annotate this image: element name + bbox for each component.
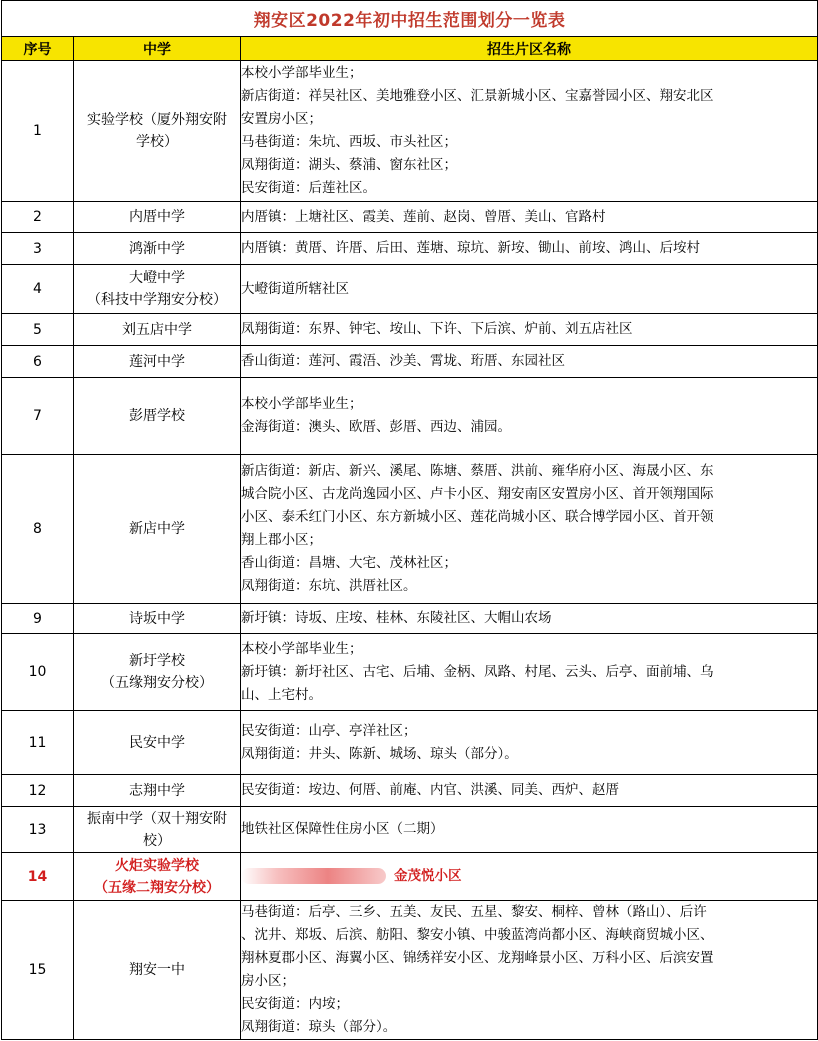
area-line: 房小区；	[241, 973, 295, 989]
area-line: 凤翔街道：东界、钟宅、垵山、下许、下后滨、炉前、刘五店社区	[241, 321, 633, 337]
row-number: 7	[2, 378, 74, 455]
school-name	[74, 775, 241, 807]
table-row	[2, 853, 818, 901]
area-line: 民安街道：内垵；	[241, 996, 349, 1012]
row-number: 15	[2, 901, 74, 1040]
enrollment-area	[241, 378, 818, 455]
area-line: 金海街道：澳头、欧厝、彭厝、西边、浦园。	[241, 419, 511, 435]
school-name	[74, 61, 241, 202]
table-row	[2, 346, 818, 378]
row-number: 3	[2, 233, 74, 265]
area-line: 翔上郡小区；	[241, 532, 322, 548]
enrollment-area	[241, 604, 818, 634]
area-line: 内厝镇：黄厝、许厝、后田、莲塘、琼坑、新垵、锄山、前垵、鸿山、后垵村	[241, 240, 700, 256]
area-line: 金茂悦小区	[394, 868, 462, 884]
row-number: 1	[2, 61, 74, 202]
enrollment-area	[241, 853, 818, 901]
school-name	[74, 807, 241, 853]
row-number: 9	[2, 604, 74, 634]
table-row	[2, 604, 818, 634]
school-name-line: 内厝中学	[129, 209, 185, 225]
row-number: 14	[2, 853, 74, 901]
school-name-line: 彭厝学校	[129, 408, 185, 424]
school-name-line: 翔安一中	[129, 962, 185, 978]
enrollment-area	[241, 233, 818, 265]
area-line: 凤翔街道：湖头、蔡浦、窗东社区；	[241, 157, 457, 173]
area-line: 本校小学部毕业生；	[241, 640, 363, 657]
school-name	[74, 202, 241, 233]
area-line: 新店街道：祥吴社区、美地雅登小区、汇景新城小区、宝嘉誉园小区、翔安北区	[241, 88, 714, 104]
enrollment-area	[241, 711, 818, 775]
school-name-line: 学校）	[136, 134, 178, 150]
blurred-redaction	[241, 868, 386, 884]
area-line: 安置房小区；	[241, 111, 322, 127]
enrollment-area	[241, 775, 818, 807]
header-school: 中学	[74, 37, 241, 61]
table-row	[2, 233, 818, 265]
table-row	[2, 775, 818, 807]
area-line: 香山街道：昌塘、大宅、茂林社区；	[241, 555, 457, 571]
area-line: 新圩镇：诗坂、庄垵、桂林、东陵社区、大帽山农场	[241, 610, 552, 626]
school-name-line: 新圩学校	[129, 653, 185, 669]
area-line: 凤翔街道：东坑、洪厝社区。	[241, 578, 417, 594]
enrollment-area	[241, 807, 818, 853]
table-row	[2, 265, 818, 314]
school-name-line: 刘五店中学	[122, 321, 192, 338]
table-row	[2, 901, 818, 1040]
area-line-wrap	[241, 865, 817, 888]
school-name	[74, 378, 241, 455]
school-name	[74, 265, 241, 314]
school-name-line: 实验学校（厦外翔安附	[87, 112, 227, 128]
area-line: 、沈井、郑坂、后滨、舫阳、黎安小镇、中骏蓝湾尚都小区、海峡商贸城小区、	[241, 927, 714, 943]
table-row	[2, 455, 818, 604]
area-line: 大嶝街道所辖社区	[241, 280, 349, 297]
school-name-line: 新店中学	[129, 521, 185, 537]
school-name-line: 鸿渐中学	[129, 240, 185, 257]
area-line: 山、上宅村。	[241, 686, 322, 703]
area-line: 凤翔街道：琼头（部分）。	[241, 1019, 397, 1035]
row-number: 6	[2, 346, 74, 378]
enrollment-area	[241, 346, 818, 378]
table-row	[2, 807, 818, 853]
area-line: 新店街道：新店、新兴、溪尾、陈塘、蔡厝、洪前、雍华府小区、海晟小区、东	[241, 463, 714, 479]
school-name	[74, 233, 241, 265]
row-number: 12	[2, 775, 74, 807]
area-line: 马巷街道：后亭、三乡、五美、友民、五星、黎安、桐梓、曾林（路山）、后许	[241, 904, 707, 920]
row-number: 5	[2, 314, 74, 346]
enrollment-area	[241, 202, 818, 233]
enrollment-area	[241, 455, 818, 604]
school-name-line: （科技中学翔安分校）	[87, 292, 227, 308]
school-name-line: 诗坂中学	[129, 610, 185, 627]
area-line: 内厝镇：上塘社区、霞美、莲前、赵岗、曾厝、美山、官路村	[241, 208, 606, 225]
area-line: 城合院小区、古龙尚逸园小区、卢卡小区、翔安南区安置房小区、首开领翔国际	[241, 486, 714, 502]
school-name	[74, 901, 241, 1040]
school-name-line: （五缘二翔安分校）	[94, 879, 220, 896]
school-name	[74, 711, 241, 775]
area-line: 翔林夏郡小区、海翼小区、锦绣祥安小区、龙翔峰景小区、万科小区、后滨安置	[241, 950, 714, 966]
enrollment-area	[241, 901, 818, 1040]
school-name-line: 莲河中学	[129, 353, 185, 370]
header-no: 序号	[2, 37, 74, 61]
area-line: 新圩镇：新圩社区、古宅、后埔、金柄、凤路、村尾、云头、后亭、面前埔、乌	[241, 663, 714, 680]
header-area: 招生片区名称	[241, 37, 818, 61]
school-name	[74, 314, 241, 346]
school-name-line: 校）	[143, 832, 171, 849]
area-line: 本校小学部毕业生；	[241, 65, 363, 81]
enrollment-table	[1, 0, 818, 1040]
school-name	[74, 455, 241, 604]
table-row	[2, 314, 818, 346]
enrollment-area	[241, 314, 818, 346]
table-title: 翔安区2022年初中招生范围划分一览表	[2, 1, 818, 37]
table-row	[2, 378, 818, 455]
table-row	[2, 634, 818, 711]
school-name-line: 振南中学（双十翔安附	[87, 810, 227, 827]
school-name-line: （五缘翔安分校）	[101, 675, 213, 691]
row-number: 8	[2, 455, 74, 604]
area-line: 地铁社区保障性住房小区（二期）	[241, 821, 444, 837]
school-name	[74, 853, 241, 901]
row-number: 11	[2, 711, 74, 775]
area-line: 香山街道：莲河、霞浯、沙美、霄垅、珩厝、东园社区	[241, 353, 565, 369]
table-row	[2, 711, 818, 775]
row-number: 2	[2, 202, 74, 233]
school-name	[74, 604, 241, 634]
row-number: 4	[2, 265, 74, 314]
enrollment-area	[241, 61, 818, 202]
row-number: 13	[2, 807, 74, 853]
school-name	[74, 346, 241, 378]
area-line: 民安街道：后莲社区。	[241, 180, 376, 196]
table-row	[2, 61, 818, 202]
area-line: 小区、泰禾红门小区、东方新城小区、莲花尚城小区、联合博学园小区、首开领	[241, 509, 714, 525]
enrollment-area	[241, 634, 818, 711]
school-name-line: 大嶝中学	[129, 270, 185, 286]
school-name	[74, 634, 241, 711]
area-line: 马巷街道：朱坑、西坂、市头社区；	[241, 134, 457, 150]
area-line: 民安街道：垵边、何厝、前庵、内官、洪溪、同美、西炉、赵厝	[241, 782, 619, 798]
school-name-line: 民安中学	[129, 734, 185, 751]
school-name-line: 志翔中学	[129, 782, 185, 799]
area-line: 民安街道：山亭、亭洋社区；	[241, 722, 417, 739]
school-name-line: 火炬实验学校	[115, 857, 199, 874]
area-line: 凤翔街道：井头、陈新、城场、琼头（部分）。	[241, 745, 518, 762]
row-number: 10	[2, 634, 74, 711]
area-line: 本校小学部毕业生；	[241, 396, 363, 412]
enrollment-area	[241, 265, 818, 314]
table-row	[2, 202, 818, 233]
